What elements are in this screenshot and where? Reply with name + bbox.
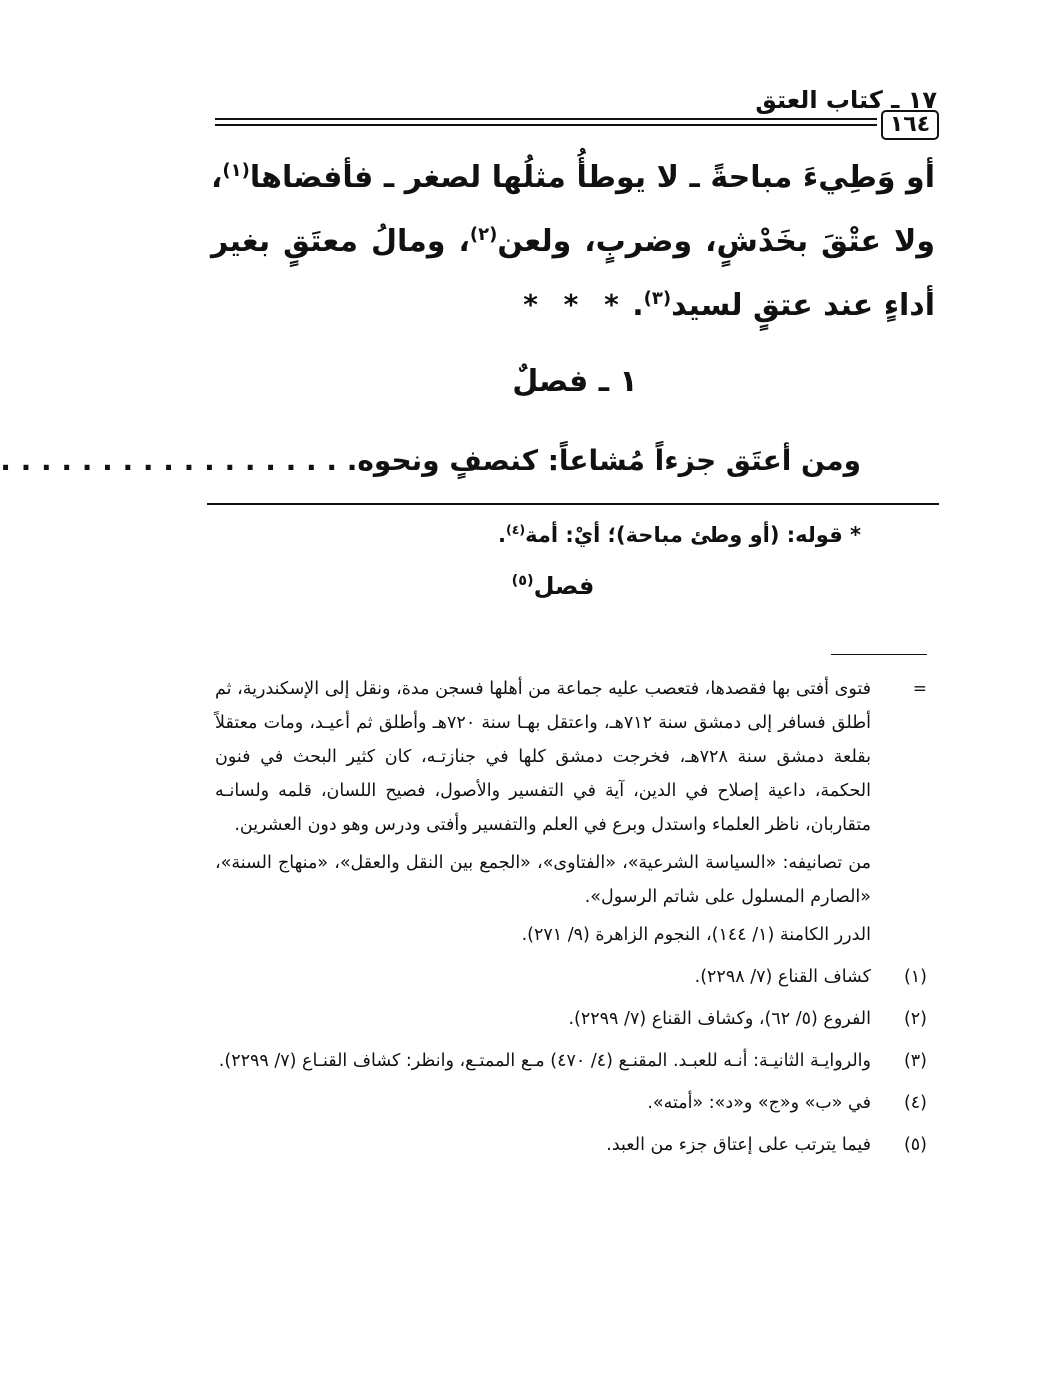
continuation-marker: = xyxy=(912,679,927,699)
footnote-ref: (١) xyxy=(222,160,250,181)
footnote-continuation: فتوى أفتى بها فقصدها، فتعصب عليه جماعة من أهلها فسجن مدة، ونقل إلى الإسكندرية، ثم أطلق فسافر إلى دمشق سنة ٧١٢هـ، واعتقل بهـا سنة ٧٢٠هـ وأطلق ثم أعيـد، ومات معتقلاً بقلعة دمشق سنة ٧٢٨هـ، فخرجت دمشق كلها في جنازتـه، كان كثير البحث في فنون الحكمة، داعية إصلاح في الدين، آية في التفسير والأصول، فصيح اللسان، قلمه ولسانـه متقاربان، ناظر العلماء واستدل وبرع في العلم والتفسير وأفتى ودرس وهو دون العشرين. xyxy=(215,679,871,835)
matn-text: . xyxy=(632,288,644,323)
header-rule xyxy=(215,124,877,126)
footnote-text: الفروع (٥/ ٦٢)، وكشاف القناع (٧/ ٢٢٩٩). xyxy=(568,1009,871,1029)
footnote-text: في «ب» و«ج» و«د»: «أمته». xyxy=(647,1093,871,1113)
matn-text: ، ولا عتْقَ بخَدْشٍ، وضربٍ، ولعن xyxy=(211,160,935,259)
commentary-line xyxy=(223,518,861,552)
footnote-text: والروايـة الثانيـة: أنـه للعبـد. المقنـع (٤/ ٤٧٠) مـع الممتـع، وانظر: كشاف القنـاع (٧/ ٢٢٩٩). xyxy=(218,1051,871,1071)
section-separator: * * * xyxy=(523,288,627,321)
footnote-number: (٥) xyxy=(903,1135,927,1155)
footnote-number: (٤) xyxy=(903,1093,927,1113)
footnote-divider xyxy=(831,654,927,655)
footnote-item xyxy=(215,1128,927,1162)
page-number: ١٦٤ xyxy=(881,110,939,140)
footnote-item xyxy=(215,960,927,994)
footnote-ref: (٣) xyxy=(643,288,672,309)
footnote-works: من تصانيفه: «السياسة الشرعية»، «الفتاوى»، «الجمع بين النقل والعقل»، «منهاج السنة»، «الصارم المسلول على شاتم الرسول». xyxy=(215,853,871,907)
footnote-sources: الدرر الكامنة (١/ ١٤٤)، النجوم الزاهرة (٩/ ٢٧١). xyxy=(521,925,871,945)
footnote-number: (١) xyxy=(903,967,927,987)
section-title: ١ ـ فصلٌ xyxy=(512,364,638,399)
footnote-item xyxy=(215,1044,927,1078)
commentary-text: . xyxy=(497,523,506,547)
footnote-item xyxy=(215,1086,927,1120)
matn-divider xyxy=(207,503,939,505)
matn-line: ومن أعتَق جزءاً مُشاعاً: كنصفٍ ونحوه. . . . . . . . . . . . . . . . . . xyxy=(0,444,861,477)
footnote-ref: (٥) xyxy=(511,573,534,589)
footnote-ref: (٢) xyxy=(469,224,498,245)
commentary-text: * قوله: (أو وطئ مباحة)؛ أيْ: أمة xyxy=(525,523,861,547)
footnotes xyxy=(215,672,927,1162)
footnote-item xyxy=(215,1002,927,1036)
footnote-number: (٢) xyxy=(903,1009,927,1029)
matn-text: أو وَطِيءَ مباحةً ـ لا يوطأُ مثلُها لصغر ـ فأفضاها xyxy=(249,160,935,195)
footnote-text: كشاف القناع (٧/ ٢٢٩٨). xyxy=(694,967,871,987)
commentary-heading xyxy=(103,572,1047,600)
footnote-text: فيما يترتب على إعتاق جزء من العبد. xyxy=(606,1135,871,1155)
commentary-heading-text: فصل xyxy=(533,572,595,600)
chapter-title: ١٧ ـ كتاب العتق xyxy=(755,86,937,114)
header-rule xyxy=(215,118,877,120)
matn-text: ، ومالُ معتَقٍ بغير أداءٍ عند عتقٍ لسيد xyxy=(211,224,935,323)
footnote-ref: (٤) xyxy=(505,522,526,537)
footnote-number: (٣) xyxy=(903,1051,927,1071)
